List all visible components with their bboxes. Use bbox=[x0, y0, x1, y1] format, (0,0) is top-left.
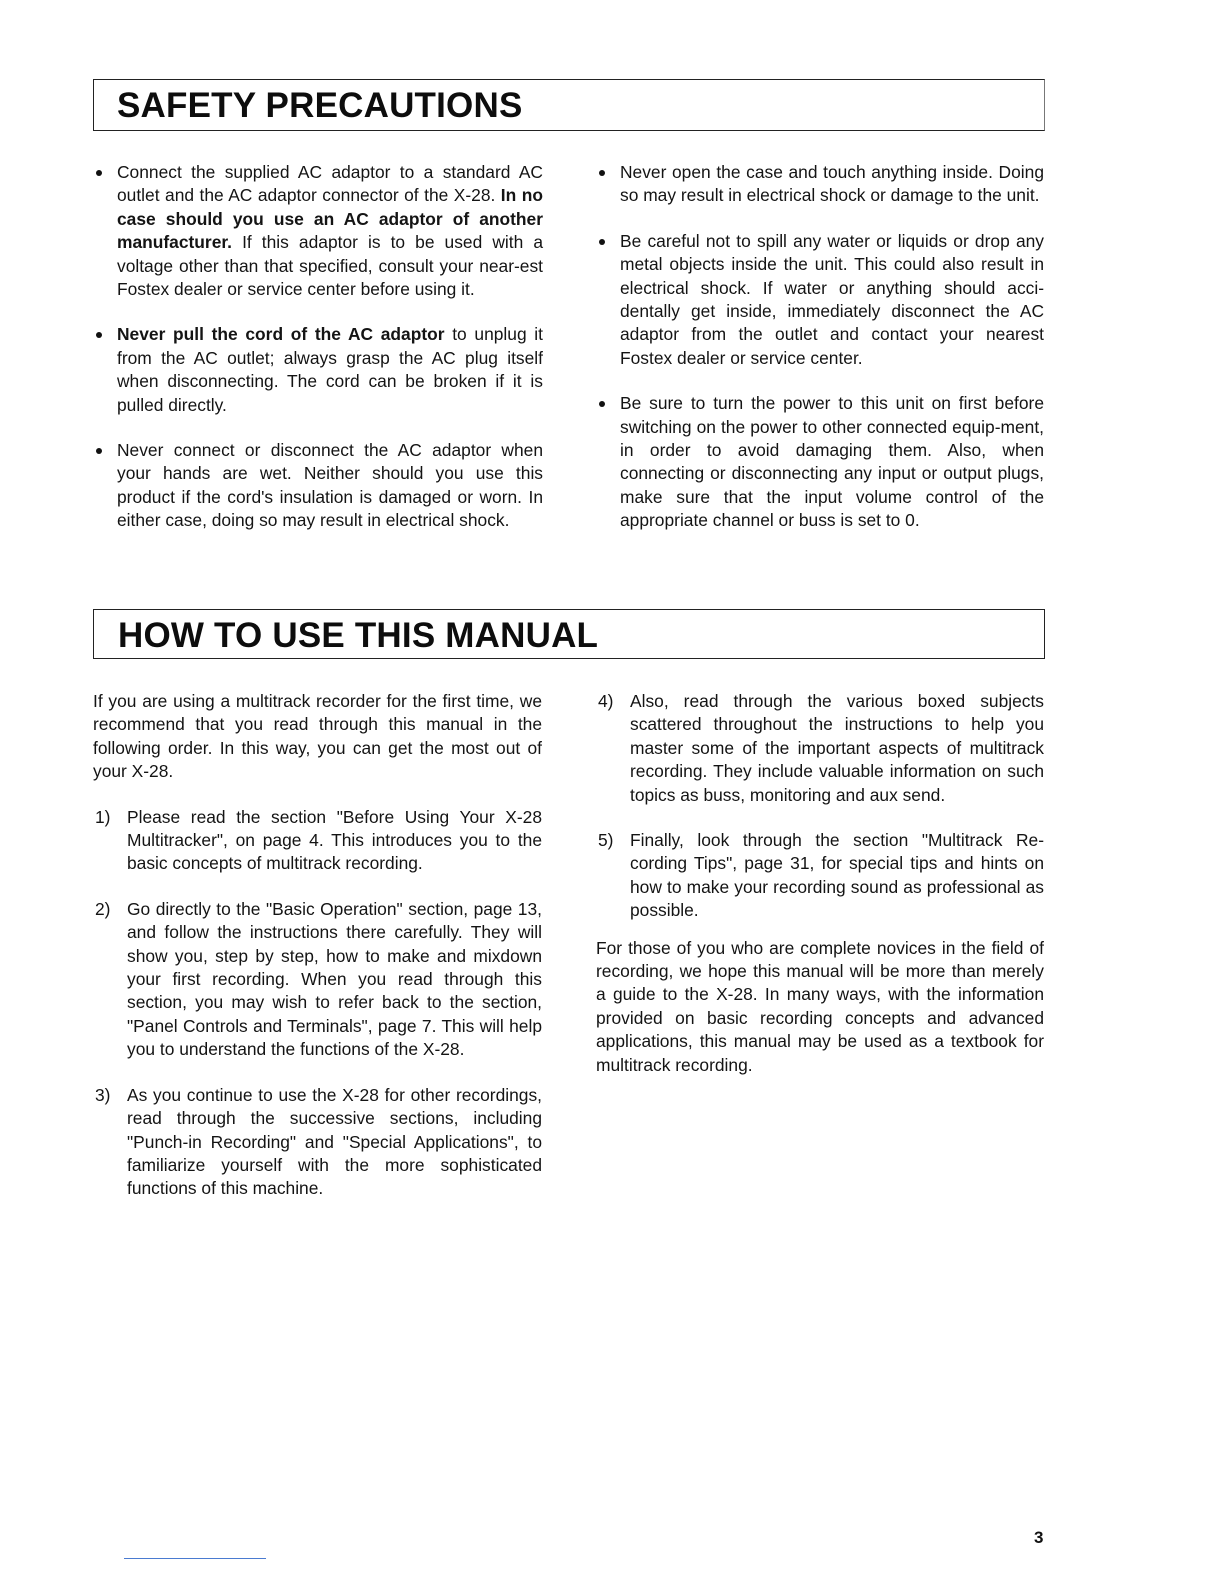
manual-title: HOW TO USE THIS MANUAL bbox=[118, 616, 599, 655]
bullet-icon bbox=[599, 401, 605, 407]
manual-step: 5) Finally, look through the section "Multitrack Re-cording Tips", page 31, for special tips and hints on how to make your recording sound as professional as possible. bbox=[598, 830, 1044, 921]
bullet-icon bbox=[96, 332, 102, 338]
bullet-icon bbox=[599, 170, 605, 176]
footer-rule bbox=[124, 1558, 266, 1559]
page-number: 3 bbox=[1034, 1528, 1044, 1547]
safety-item: Never open the case and touch anything inside. Doing so may result in electrical shock or damage to the unit. bbox=[596, 161, 1044, 208]
safety-item: Never pull the cord of the AC adaptor to unplug it from the AC outlet; always grasp the AC plug itself when disconnecting. The cord can be broken if it is pulled directly. bbox=[93, 323, 543, 417]
manual-step: 2) Go directly to the "Basic Operation" section, page 13, and follow the instructions there carefully. They will show you, step by step, how to make and mixdown your first recording. When you read through this section, you may wish to refer back to the section, "Panel Controls and Terminals", page 7. This will help you to understand the functions of the X-28. bbox=[95, 898, 542, 1060]
safety-item: Never connect or disconnect the AC adaptor when your hands are wet. Neither should you use this product if the cord's insulation is damaged or worn. In either case, doing so may result in electrical shock. bbox=[93, 439, 543, 533]
manual-step: 4) Also, read through the various boxed subjects scattered throughout the instructions to help you master some of the important aspects of multitrack recording. They include valuable information on such topics as buss, monitoring and aux send. bbox=[598, 691, 1044, 805]
manual-right-column bbox=[596, 690, 1044, 1099]
manual-step: 3) As you continue to use the X-28 for other recordings, read through the successive sections, including "Punch-in Recording" and "Special Applications", to familiarize yourself with the more sophisticated functions of this machine. bbox=[95, 1084, 542, 1199]
bullet-icon bbox=[96, 448, 102, 454]
manual-left-column bbox=[93, 690, 542, 1223]
safety-left-column bbox=[93, 161, 543, 555]
safety-title: SAFETY PRECAUTIONS bbox=[117, 86, 523, 125]
safety-item: Be careful not to spill any water or liquids or drop any metal objects inside the unit. This could also result in electrical shock. If water or anything should acci-dentally get inside, immediately disconnect the AC adaptor from the outlet and contact your nearest Fostex dealer or service center. bbox=[596, 230, 1044, 370]
safety-right-column bbox=[596, 161, 1044, 555]
safety-item: Be sure to turn the power to this unit on first before switching on the power to other connected equip-ment, in order to avoid damaging them. Also, when connecting or disconnecting any input or output plugs, make sure that the input volume control of the appropriate channel or buss is set to 0. bbox=[596, 392, 1044, 532]
bullet-icon bbox=[599, 239, 605, 245]
manual-closing: For those of you who are complete novices in the field of recording, we hope this manual will be more than merely a guide to the X-28. In many ways, with the information provided on basic recording concepts and advanced applications, this manual may be used as a textbook for multitrack recording. bbox=[596, 937, 1044, 1075]
manual-intro: If you are using a multitrack recorder for the first time, we recommend that you read through this manual in the following order. In this way, you can get the most out of your X-28. bbox=[93, 691, 542, 782]
manual-step: 1) Please read the section "Before Using Your X-28 Multitracker", on page 4. This introduces you to the basic concepts of multitrack recording. bbox=[95, 806, 542, 874]
bullet-icon bbox=[96, 170, 102, 176]
safety-item: Connect the supplied AC adaptor to a standard AC outlet and the AC adaptor connector of the X-28. In no case should you use an AC adaptor of another manufacturer. If this adaptor is to be used with a voltage other than that specified, consult your near-est Fostex dealer or service center before using it. bbox=[93, 161, 543, 301]
